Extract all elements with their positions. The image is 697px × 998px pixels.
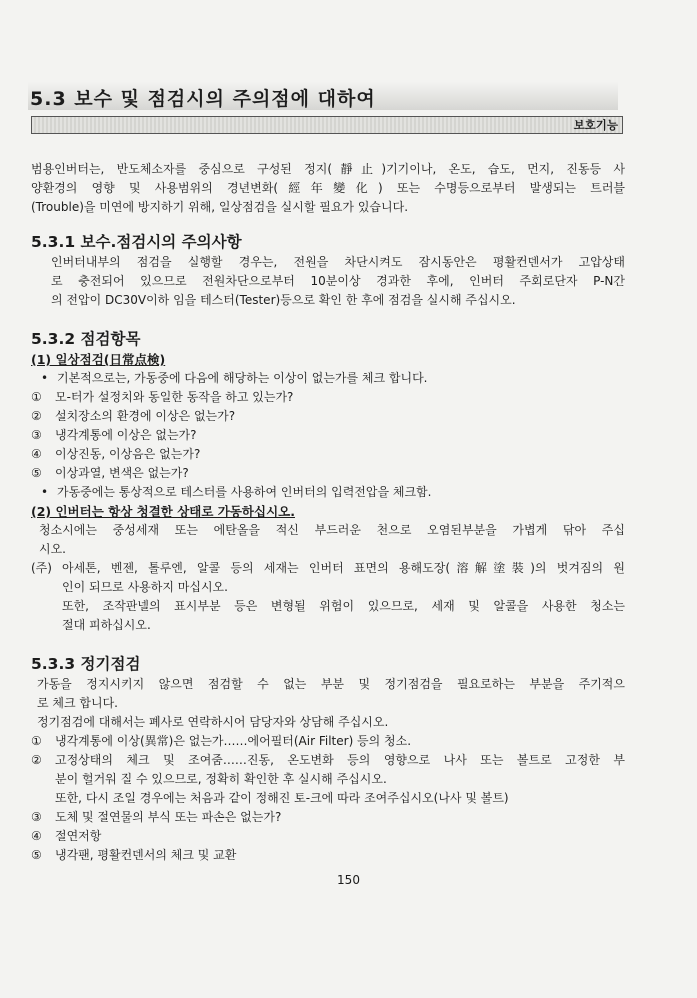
note-line: 인이 되므로 사용하지 마십시오. [62, 580, 228, 594]
check-item [31, 426, 625, 445]
item-text: 냉각계통에 이상은 없는가? [55, 428, 197, 442]
section-tag: 보호기능 [573, 118, 618, 132]
cleaning-heading: (2) 인버터는 항상 청결한 상태로 가동하십시오. [31, 504, 295, 519]
item-text: 또한, 다시 조일 경우에는 처음과 같이 정해진 토-크에 따라 조여주십시오(나사 및 볼트) [55, 791, 509, 805]
note-line: 절대 피하십시오. [62, 618, 151, 632]
note-mark: (주) [31, 561, 52, 575]
page-number: 150 [337, 873, 360, 887]
item-text: 분이 헐거워 질 수 있으므로, 정확히 확인한 후 실시해 주십시오. [55, 772, 387, 786]
cleaning-line: 시오. [39, 542, 66, 556]
periodic-line: 가동을 정지시키지 않으면 점검할 수 없는 부분 및 정기점검을 필요로하는 부분을 주기적으 [37, 677, 625, 691]
cleaning-line: 청소시에는 중성세재 또는 에탄올을 적신 부드러운 천으로 오염된부분을 가볍게 닦아 주십 [39, 523, 625, 537]
daily-check-heading: (1) 일상점검(日常点検) [31, 352, 166, 367]
bullet-mark: • [41, 371, 49, 385]
intro-line: 범용인버터는, 반도체소자를 중심으로 구성된 정지(靜止)기기이나, 온도, 습도, 먼지, 진동등 사 [31, 162, 625, 176]
bullet-text: 기본적으로는, 가동중에 다음에 해당하는 이상이 없는가를 체크 합니다. [57, 371, 428, 385]
note [31, 559, 625, 635]
check-item [31, 388, 625, 407]
item-number: ⑤ [31, 466, 42, 480]
item-text: 이상진동, 이상음은 없는가? [55, 447, 201, 461]
item-text: 이상과열, 변색은 없는가? [55, 466, 189, 480]
page-title: 5.3 보수 및 점검시의 주의점에 대하여 [30, 88, 376, 110]
item-number: ⑤ [31, 848, 42, 862]
item-number: ③ [31, 428, 42, 442]
periodic-line: 정기점검에 대해서는 폐사로 연락하시어 담당자와 상담해 주십시오. [37, 715, 389, 729]
item-text: 냉각팬, 평활컨덴서의 체크 및 교환 [55, 848, 237, 862]
item-number: ③ [31, 810, 42, 824]
item-number: ① [31, 390, 42, 404]
body-text [31, 160, 625, 865]
check-item [31, 445, 625, 464]
item-number: ④ [31, 447, 42, 461]
item-text: 도체 및 절연물의 부식 또는 파손은 없는가? [55, 810, 282, 824]
periodic-item [31, 808, 625, 827]
item-number: ④ [31, 829, 42, 843]
section-heading-531: 5.3.1 보수.점검시의 주의사항 [31, 233, 242, 251]
periodic-item [31, 751, 625, 808]
section-heading-532: 5.3.2 점검항목 [31, 330, 141, 348]
item-number: ② [31, 409, 42, 423]
item-number: ① [31, 734, 42, 748]
bullet-item [31, 369, 625, 388]
item-number: ② [31, 753, 42, 767]
note-line: 아세톤, 벤젠, 톨루엔, 알콜 등의 세재는 인버터 표면의 용해도장(溶解塗裝)의 벗겨짐의 원 [62, 561, 625, 575]
item-text: 고정상태의 체크 및 조여줌……진동, 온도변화 등의 영향으로 나사 또는 볼트로 고정한 부 [55, 753, 625, 767]
item-text: 절연저항 [55, 829, 102, 843]
caution-line: 로 충전되어 있으므로 전원차단으로부터 10분이상 경과한 후에, 인버터 주회로단자 P-N간 [51, 274, 625, 288]
intro-line: 양환경의 영향 및 사용범위의 경년변화(經年變化) 또는 수명등으로부터 발생되는 트러블 [31, 181, 625, 195]
periodic-line: 로 체크 합니다. [37, 696, 118, 710]
check-item [31, 464, 625, 483]
check-item [31, 407, 625, 426]
section-heading-533: 5.3.3 정기점검 [31, 655, 141, 673]
periodic-item [31, 846, 625, 865]
section-tag-bar [31, 116, 623, 134]
periodic-item [31, 827, 625, 846]
bullet-mark: • [41, 485, 49, 499]
intro-line: (Trouble)을 미연에 방지하기 위해, 일상점검을 실시할 필요가 있습니다. [31, 200, 409, 214]
periodic-item [31, 732, 625, 751]
item-text: 설치장소의 환경에 이상은 없는가? [55, 409, 236, 423]
bullet-text: 가동중에는 통상적으로 테스터를 사용하여 인버터의 입력전압을 체크함. [57, 485, 432, 499]
bullet-item [31, 483, 625, 502]
item-text: 모-터가 설정치와 동일한 동작을 하고 있는가? [55, 390, 294, 404]
item-text: 냉각계통에 이상(異常)은 없는가……에어필터(Air Filter) 등의 청소. [55, 734, 412, 748]
note-line: 또한, 조작판넬의 표시부분 등은 변형될 위험이 있으므로, 세재 및 알콜을 사용한 청소는 [62, 599, 625, 613]
caution-line: 인버터내부의 점검을 실행할 경우는, 전원을 차단시켜도 잠시동안은 평활컨덴서가 고압상태 [51, 255, 625, 269]
caution-line: 의 전압이 DC30V이하 임을 테스터(Tester)등으로 확인 한 후에 점검을 실시해 주십시오. [51, 293, 516, 307]
